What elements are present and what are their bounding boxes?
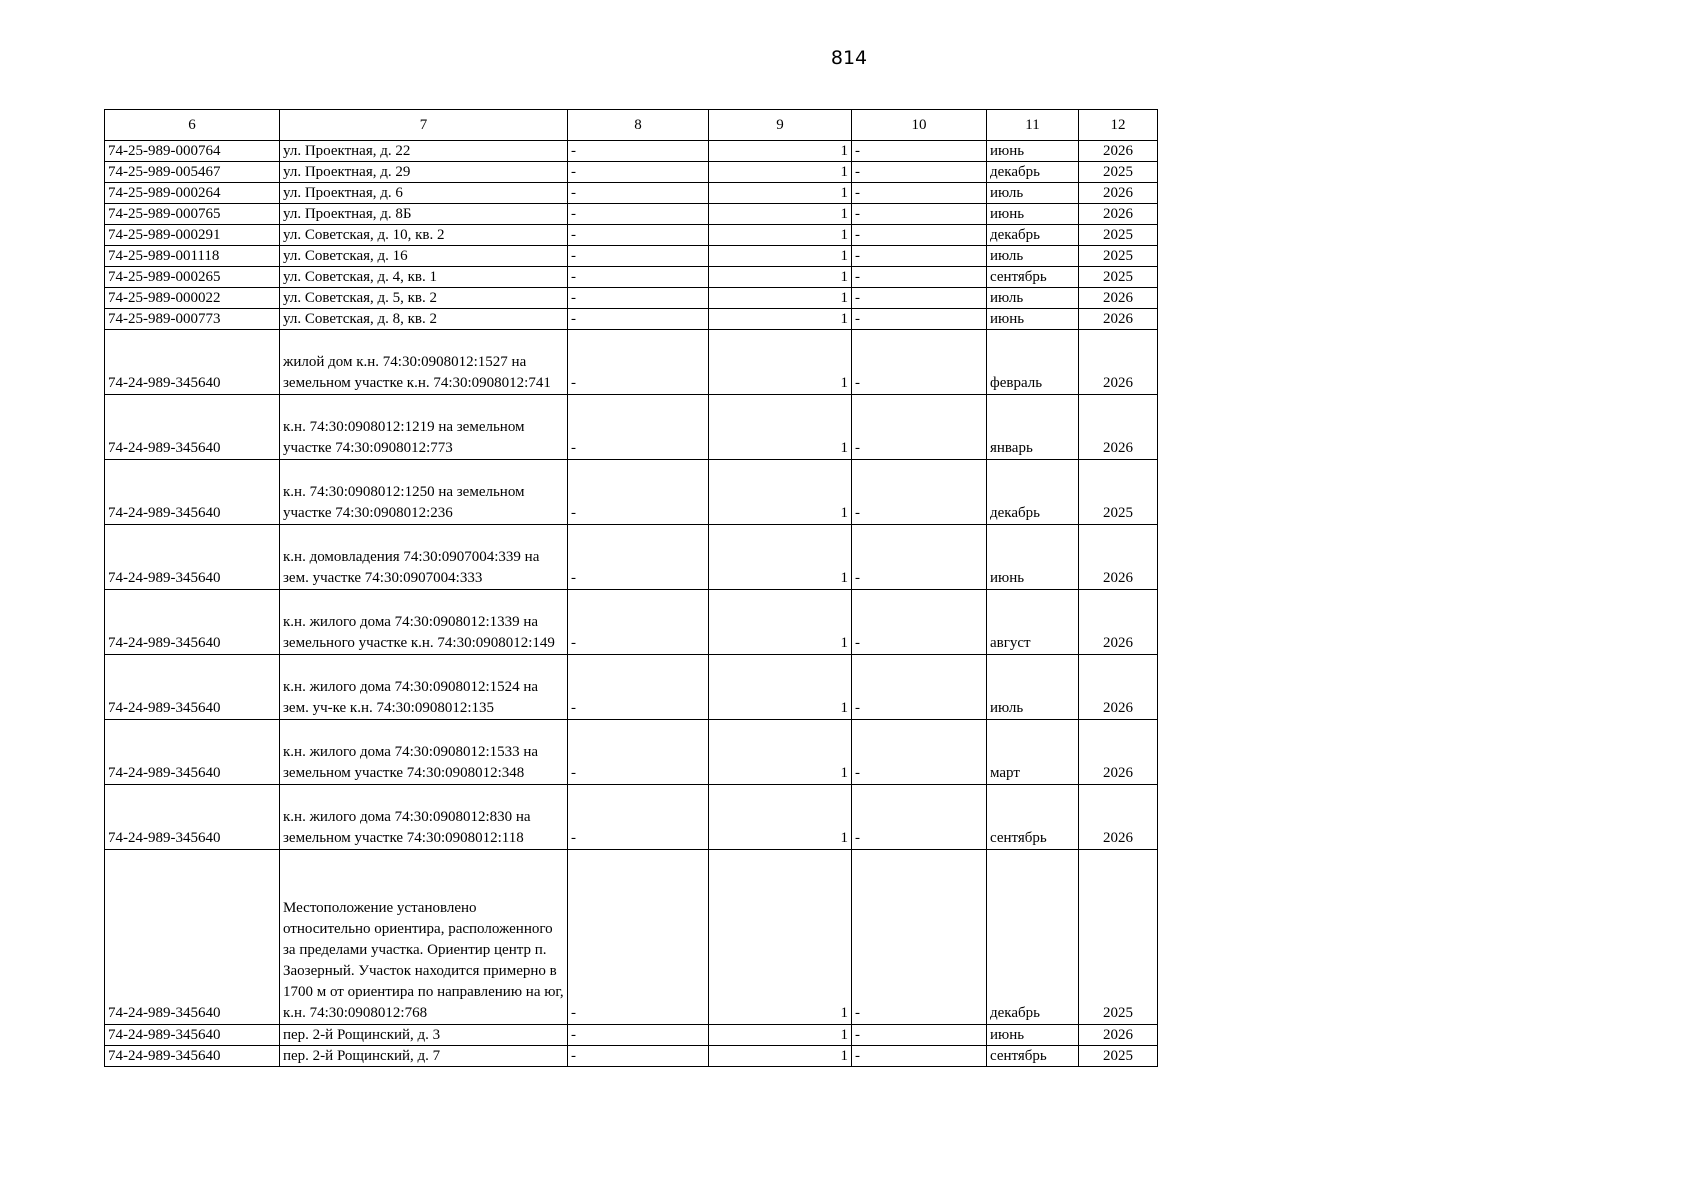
year-cell: 2025 [1079, 850, 1158, 1025]
registry-number-cell: 74-24-989-345640 [105, 330, 280, 395]
table-row [105, 141, 1158, 162]
column-header: 11 [987, 110, 1079, 141]
year-cell: 2025 [1079, 460, 1158, 525]
quantity-cell: 1 [709, 395, 852, 460]
year-cell: 2026 [1079, 141, 1158, 162]
month-cell: июнь [987, 204, 1079, 225]
month-cell: декабрь [987, 225, 1079, 246]
registry-number-cell: 74-25-989-000265 [105, 267, 280, 288]
table-row [105, 655, 1158, 720]
table-row [105, 525, 1158, 590]
quantity-cell: 1 [709, 267, 852, 288]
year-cell: 2026 [1079, 288, 1158, 309]
registry-number-cell: 74-24-989-345640 [105, 460, 280, 525]
column-10-cell: - [852, 141, 987, 162]
registry-number-cell: 74-24-989-345640 [105, 590, 280, 655]
column-header: 6 [105, 110, 280, 141]
registry-number-cell: 74-25-989-005467 [105, 162, 280, 183]
address-cell: к.н. жилого дома 74:30:0908012:1533 на земельном участке 74:30:0908012:348 [280, 720, 568, 785]
quantity-cell: 1 [709, 655, 852, 720]
month-cell: сентябрь [987, 785, 1079, 850]
registry-number-cell: 74-25-989-000773 [105, 309, 280, 330]
address-cell: ул. Проектная, д. 22 [280, 141, 568, 162]
quantity-cell: 1 [709, 204, 852, 225]
table-row [105, 267, 1158, 288]
table-row [105, 785, 1158, 850]
column-8-cell: - [568, 655, 709, 720]
quantity-cell: 1 [709, 309, 852, 330]
month-cell: июнь [987, 1025, 1079, 1046]
registry-number-cell: 74-24-989-345640 [105, 655, 280, 720]
table-row [105, 288, 1158, 309]
column-8-cell: - [568, 330, 709, 395]
column-8-cell: - [568, 720, 709, 785]
column-header: 12 [1079, 110, 1158, 141]
column-10-cell: - [852, 330, 987, 395]
quantity-cell: 1 [709, 246, 852, 267]
year-cell: 2026 [1079, 309, 1158, 330]
address-cell: к.н. 74:30:0908012:1219 на земельном участке 74:30:0908012:773 [280, 395, 568, 460]
quantity-cell: 1 [709, 141, 852, 162]
table-row [105, 162, 1158, 183]
column-10-cell: - [852, 850, 987, 1025]
year-cell: 2026 [1079, 1025, 1158, 1046]
column-10-cell: - [852, 162, 987, 183]
year-cell: 2026 [1079, 525, 1158, 590]
month-cell: июнь [987, 525, 1079, 590]
column-10-cell: - [852, 590, 987, 655]
column-10-cell: - [852, 395, 987, 460]
column-8-cell: - [568, 590, 709, 655]
quantity-cell: 1 [709, 183, 852, 204]
registry-number-cell: 74-24-989-345640 [105, 1025, 280, 1046]
table-row [105, 850, 1158, 1025]
column-8-cell: - [568, 267, 709, 288]
quantity-cell: 1 [709, 225, 852, 246]
registry-number-cell: 74-24-989-345640 [105, 720, 280, 785]
address-cell: ул. Советская, д. 8, кв. 2 [280, 309, 568, 330]
column-8-cell: - [568, 1046, 709, 1067]
quantity-cell: 1 [709, 288, 852, 309]
quantity-cell: 1 [709, 785, 852, 850]
quantity-cell: 1 [709, 525, 852, 590]
year-cell: 2025 [1079, 1046, 1158, 1067]
registry-number-cell: 74-25-989-001118 [105, 246, 280, 267]
month-cell: январь [987, 395, 1079, 460]
year-cell: 2026 [1079, 204, 1158, 225]
registry-number-cell: 74-24-989-345640 [105, 395, 280, 460]
address-cell: к.н. домовладения 74:30:0907004:339 на зем. участке 74:30:0907004:333 [280, 525, 568, 590]
year-cell: 2025 [1079, 225, 1158, 246]
column-10-cell: - [852, 525, 987, 590]
column-10-cell: - [852, 288, 987, 309]
column-header: 9 [709, 110, 852, 141]
address-cell: пер. 2-й Рощинский, д. 3 [280, 1025, 568, 1046]
column-8-cell: - [568, 162, 709, 183]
table-row [105, 183, 1158, 204]
address-cell: ул. Проектная, д. 8Б [280, 204, 568, 225]
registry-number-cell: 74-25-989-000022 [105, 288, 280, 309]
column-header: 7 [280, 110, 568, 141]
registry-number-cell: 74-25-989-000764 [105, 141, 280, 162]
column-10-cell: - [852, 309, 987, 330]
registry-number-cell: 74-25-989-000765 [105, 204, 280, 225]
month-cell: декабрь [987, 162, 1079, 183]
registry-number-cell: 74-25-989-000264 [105, 183, 280, 204]
column-10-cell: - [852, 785, 987, 850]
table-row [105, 246, 1158, 267]
year-cell: 2025 [1079, 162, 1158, 183]
year-cell: 2025 [1079, 246, 1158, 267]
year-cell: 2026 [1079, 785, 1158, 850]
column-8-cell: - [568, 460, 709, 525]
address-cell: ул. Советская, д. 10, кв. 2 [280, 225, 568, 246]
address-cell: ул. Советская, д. 4, кв. 1 [280, 267, 568, 288]
data-table [104, 109, 1158, 1067]
table-row [105, 460, 1158, 525]
month-cell: июнь [987, 309, 1079, 330]
table-row [105, 1046, 1158, 1067]
column-8-cell: - [568, 1025, 709, 1046]
month-cell: декабрь [987, 460, 1079, 525]
month-cell: март [987, 720, 1079, 785]
quantity-cell: 1 [709, 1046, 852, 1067]
year-cell: 2026 [1079, 183, 1158, 204]
quantity-cell: 1 [709, 720, 852, 785]
column-10-cell: - [852, 1046, 987, 1067]
quantity-cell: 1 [709, 460, 852, 525]
address-cell: пер. 2-й Рощинский, д. 7 [280, 1046, 568, 1067]
address-cell: жилой дом к.н. 74:30:0908012:1527 на земельном участке к.н. 74:30:0908012:741 [280, 330, 568, 395]
month-cell: сентябрь [987, 267, 1079, 288]
quantity-cell: 1 [709, 1025, 852, 1046]
column-10-cell: - [852, 204, 987, 225]
header-row [105, 110, 1158, 141]
column-8-cell: - [568, 850, 709, 1025]
column-10-cell: - [852, 267, 987, 288]
page-number: 814 [830, 47, 868, 69]
registry-number-cell: 74-24-989-345640 [105, 785, 280, 850]
address-cell: к.н. жилого дома 74:30:0908012:1339 на земельного участке к.н. 74:30:0908012:149 [280, 590, 568, 655]
table-row [105, 395, 1158, 460]
table-row [105, 309, 1158, 330]
column-8-cell: - [568, 225, 709, 246]
column-8-cell: - [568, 785, 709, 850]
month-cell: декабрь [987, 850, 1079, 1025]
year-cell: 2026 [1079, 655, 1158, 720]
table-row [105, 225, 1158, 246]
column-10-cell: - [852, 1025, 987, 1046]
address-cell: Местоположение установлено относительно ориентира, расположенного за пределами участка. Ориентир центр п. Заозерный. Участок находится примерно в 1700 м от ориентира по направлению на юг, к.н. 74:30:0908012:768 [280, 850, 568, 1025]
column-8-cell: - [568, 246, 709, 267]
table-row [105, 1025, 1158, 1046]
column-8-cell: - [568, 141, 709, 162]
address-cell: ул. Советская, д. 5, кв. 2 [280, 288, 568, 309]
year-cell: 2025 [1079, 267, 1158, 288]
month-cell: июль [987, 288, 1079, 309]
column-10-cell: - [852, 720, 987, 785]
column-8-cell: - [568, 288, 709, 309]
year-cell: 2026 [1079, 720, 1158, 785]
month-cell: сентябрь [987, 1046, 1079, 1067]
quantity-cell: 1 [709, 850, 852, 1025]
table-body [105, 141, 1158, 1067]
year-cell: 2026 [1079, 395, 1158, 460]
year-cell: 2026 [1079, 330, 1158, 395]
column-header: 10 [852, 110, 987, 141]
address-cell: ул. Советская, д. 16 [280, 246, 568, 267]
column-10-cell: - [852, 225, 987, 246]
quantity-cell: 1 [709, 330, 852, 395]
table-row [105, 590, 1158, 655]
month-cell: июль [987, 246, 1079, 267]
month-cell: июнь [987, 141, 1079, 162]
registry-number-cell: 74-24-989-345640 [105, 850, 280, 1025]
month-cell: февраль [987, 330, 1079, 395]
column-header: 8 [568, 110, 709, 141]
address-cell: к.н. жилого дома 74:30:0908012:1524 на зем. уч-ке к.н. 74:30:0908012:135 [280, 655, 568, 720]
column-10-cell: - [852, 183, 987, 204]
column-8-cell: - [568, 309, 709, 330]
month-cell: август [987, 590, 1079, 655]
quantity-cell: 1 [709, 590, 852, 655]
column-10-cell: - [852, 460, 987, 525]
quantity-cell: 1 [709, 162, 852, 183]
table-row [105, 720, 1158, 785]
address-cell: ул. Проектная, д. 6 [280, 183, 568, 204]
month-cell: июль [987, 183, 1079, 204]
address-cell: ул. Проектная, д. 29 [280, 162, 568, 183]
column-8-cell: - [568, 395, 709, 460]
year-cell: 2026 [1079, 590, 1158, 655]
address-cell: к.н. 74:30:0908012:1250 на земельном участке 74:30:0908012:236 [280, 460, 568, 525]
column-10-cell: - [852, 246, 987, 267]
column-8-cell: - [568, 204, 709, 225]
month-cell: июль [987, 655, 1079, 720]
address-cell: к.н. жилого дома 74:30:0908012:830 на земельном участке 74:30:0908012:118 [280, 785, 568, 850]
column-8-cell: - [568, 525, 709, 590]
column-10-cell: - [852, 655, 987, 720]
column-8-cell: - [568, 183, 709, 204]
registry-number-cell: 74-24-989-345640 [105, 525, 280, 590]
table-row [105, 330, 1158, 395]
registry-number-cell: 74-24-989-345640 [105, 1046, 280, 1067]
table-row [105, 204, 1158, 225]
registry-number-cell: 74-25-989-000291 [105, 225, 280, 246]
